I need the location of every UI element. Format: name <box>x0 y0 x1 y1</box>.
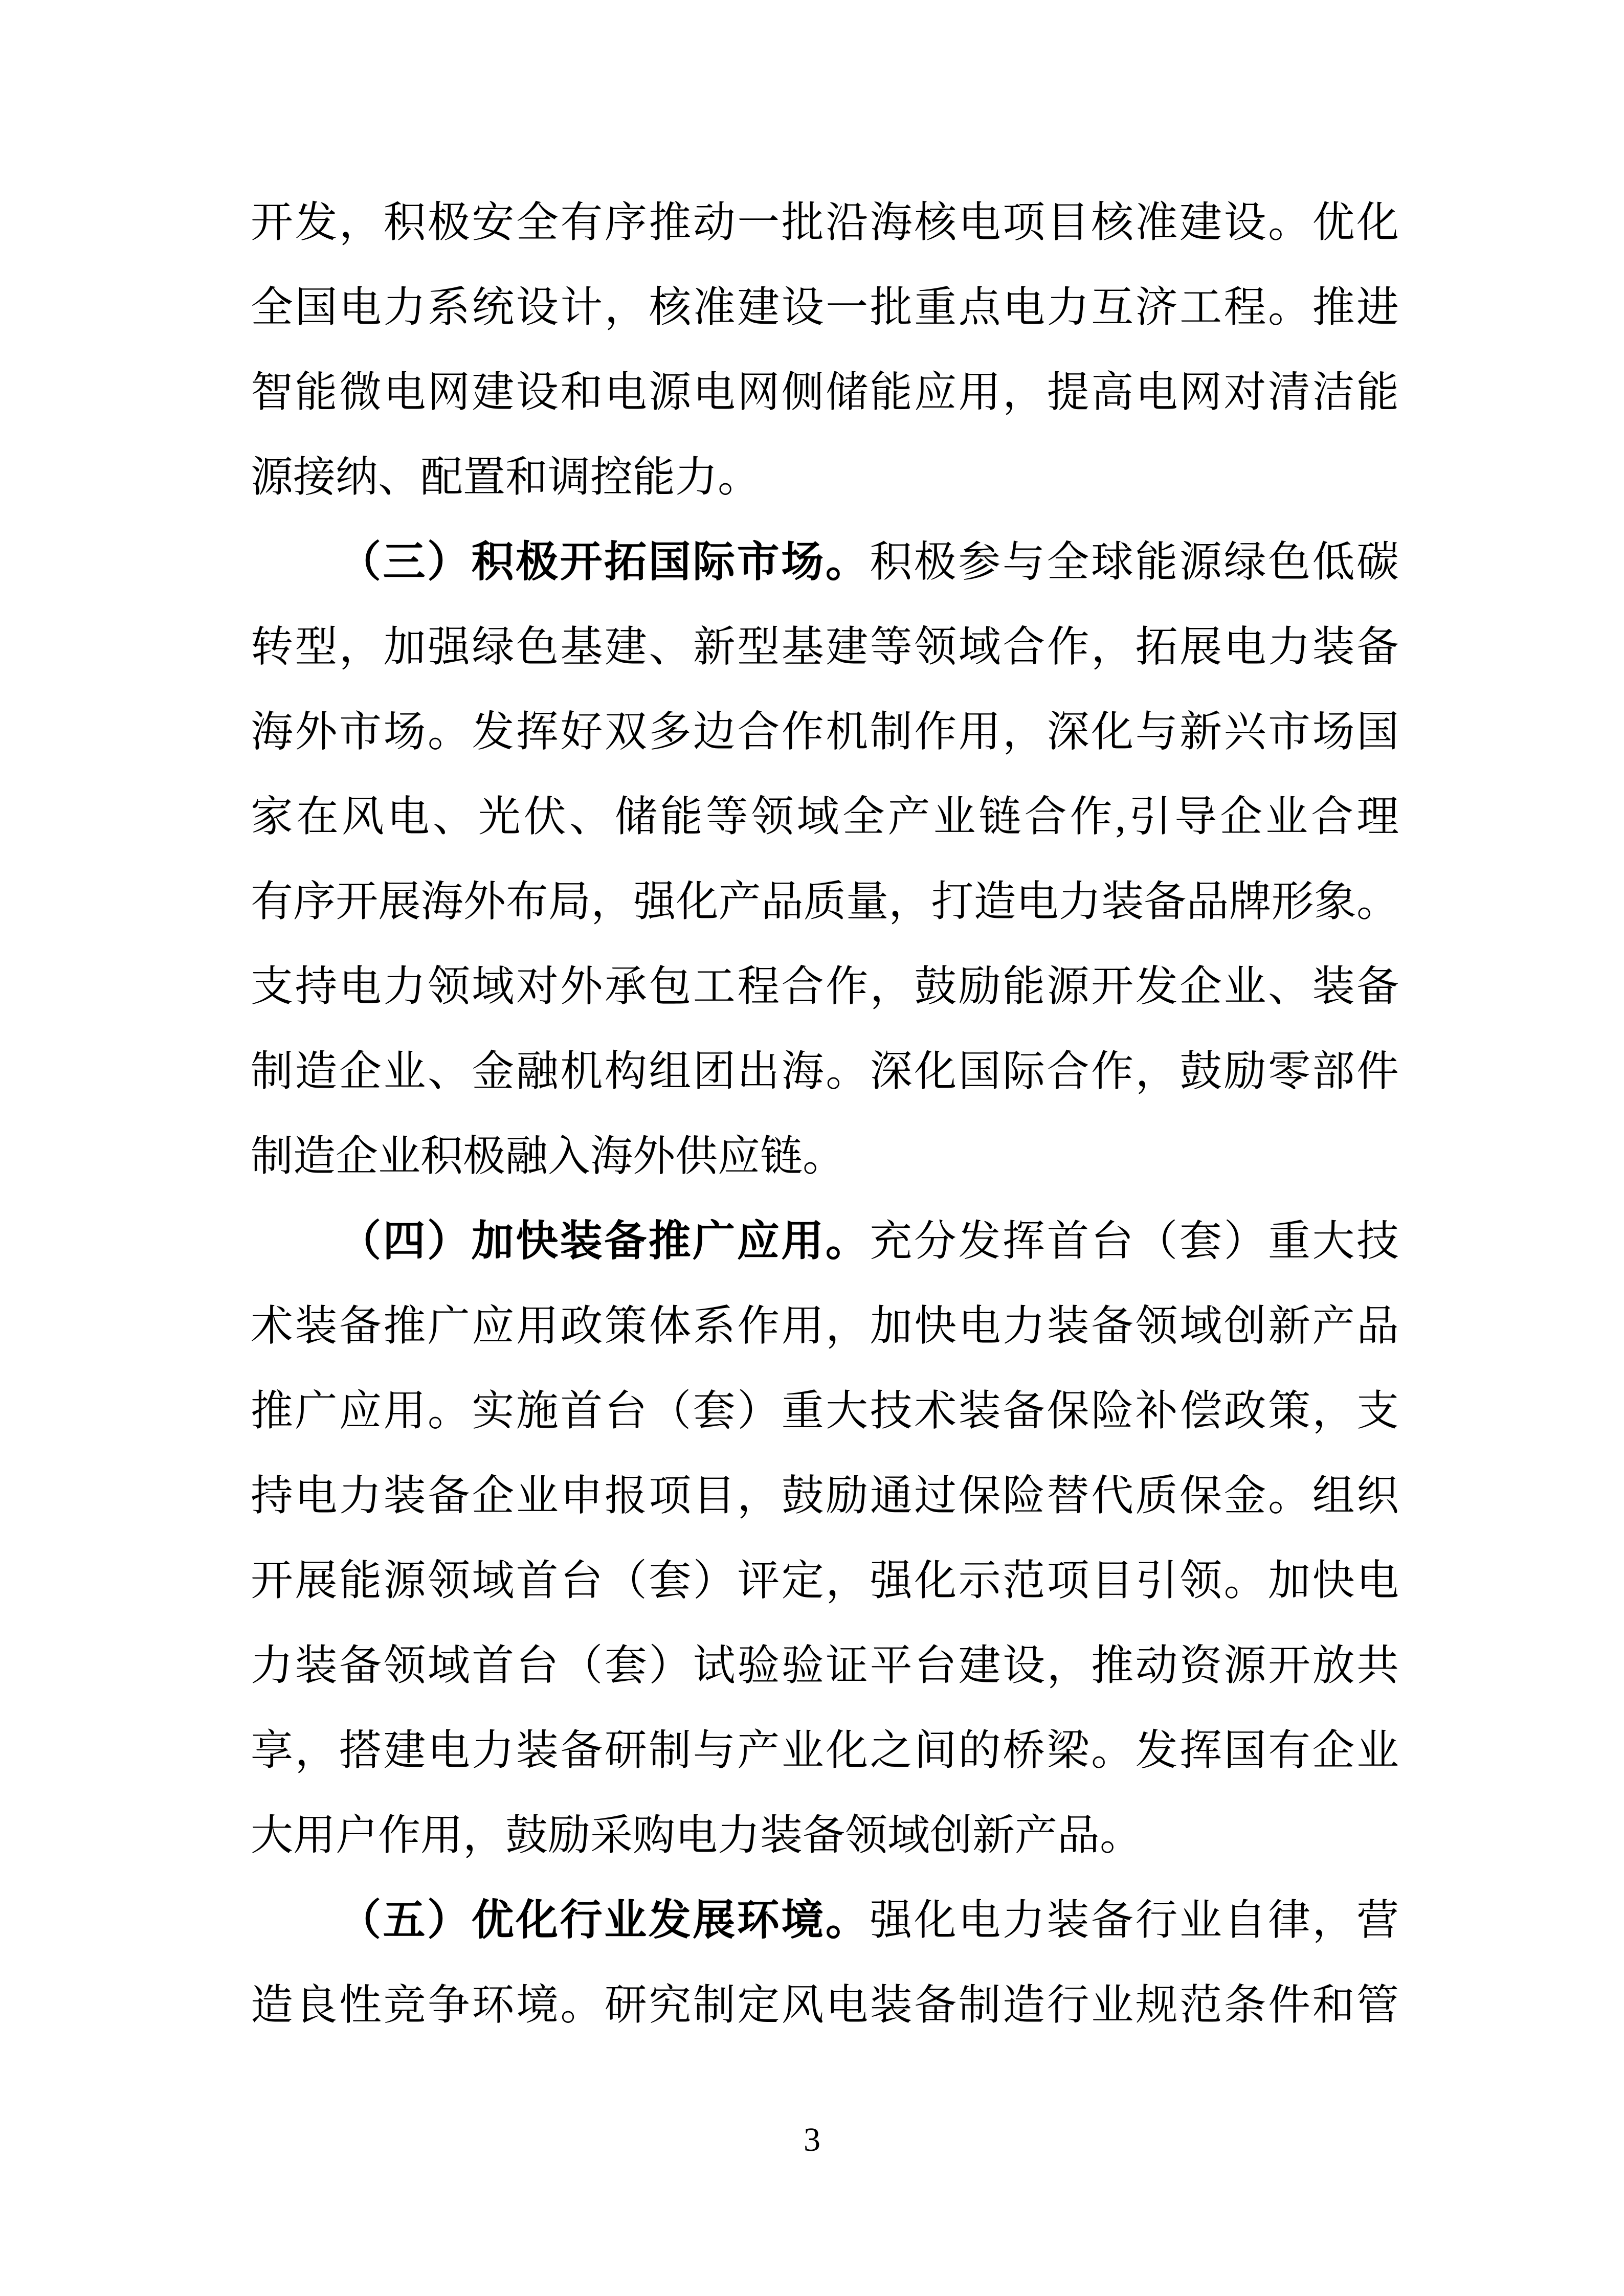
text-line <box>251 1623 1399 1708</box>
body-text: 大用户作用，鼓励采购电力装备领域创新产品。 <box>251 1812 1142 1859</box>
body-text: 积极参与全球能源绿色低碳 <box>870 538 1399 586</box>
page-number: 3 <box>804 2121 820 2158</box>
text-line <box>251 1963 1399 2047</box>
text-line <box>251 1538 1399 1623</box>
text-line <box>251 1878 1399 1963</box>
text-line <box>251 1284 1399 1368</box>
section-heading-text: （五）优化行业发展环境。 <box>339 1897 870 1944</box>
body-text: 智能微电网建设和电源电网侧储能应用，提高电网对清洁能 <box>251 369 1399 416</box>
body-text: 源接纳、配置和调控能力。 <box>251 454 760 501</box>
text-line <box>251 1793 1399 1878</box>
body-text: 享，搭建电力装备研制与产业化之间的桥梁。发挥国有企业 <box>251 1727 1399 1774</box>
body-text: 全国电力系统设计，核准建设一批重点电力互济工程。推进 <box>251 284 1399 331</box>
paragraph-section-3 <box>251 520 1399 1199</box>
paragraph-section-5 <box>251 1878 1399 2047</box>
text-line <box>251 944 1399 1029</box>
document-body <box>251 180 1399 2047</box>
section-heading-text: （四）加快装备推广应用。 <box>339 1218 870 1265</box>
body-text: 开展能源领域首台（套）评定，强化示范项目引领。加快电 <box>251 1557 1399 1604</box>
text-line <box>251 265 1399 350</box>
body-text: 转型，加强绿色基建、新型基建等领域合作，拓展电力装备 <box>251 623 1399 670</box>
paragraph-section-4 <box>251 1199 1399 1878</box>
body-text: 力装备领域首台（套）试验验证平台建设，推动资源开放共 <box>251 1642 1399 1689</box>
body-text: 制造企业积极融入海外供应链。 <box>251 1133 845 1180</box>
text-line <box>251 689 1399 774</box>
text-line <box>251 1114 1399 1199</box>
text-line <box>251 859 1399 944</box>
section-heading-text: （三）积极开拓国际市场。 <box>339 538 870 586</box>
text-line <box>251 350 1399 435</box>
paragraph-continuation <box>251 180 1399 520</box>
text-line <box>251 1029 1399 1114</box>
body-text: 家在风电、光伏、储能等领域全产业链合作,引导企业合理 <box>251 793 1399 840</box>
body-text: 推广应用。实施首台（套）重大技术装备保险补偿政策，支 <box>251 1387 1399 1434</box>
body-text: 充分发挥首台（套）重大技 <box>870 1218 1399 1265</box>
text-line <box>251 520 1399 604</box>
text-line <box>251 1708 1399 1793</box>
body-text: 开发，积极安全有序推动一批沿海核电项目核准建设。优化 <box>251 199 1399 246</box>
text-line <box>251 1199 1399 1284</box>
text-line <box>251 1368 1399 1453</box>
text-line <box>251 774 1399 859</box>
body-text: 有序开展海外布局，强化产品质量，打造电力装备品牌形象。 <box>251 878 1399 925</box>
body-text: 造良性竞争环境。研究制定风电装备制造行业规范条件和管 <box>251 1982 1399 2029</box>
body-text: 支持电力领域对外承包工程合作，鼓励能源开发企业、装备 <box>251 963 1399 1010</box>
body-text: 制造企业、金融机构组团出海。深化国际合作，鼓励零部件 <box>251 1048 1399 1095</box>
text-line <box>251 435 1399 520</box>
text-line <box>251 180 1399 265</box>
text-line <box>251 604 1399 689</box>
text-line <box>251 1453 1399 1538</box>
body-text: 强化电力装备行业自律，营 <box>870 1897 1399 1944</box>
body-text: 术装备推广应用政策体系作用，加快电力装备领域创新产品 <box>251 1302 1399 1349</box>
body-text: 持电力装备企业申报项目，鼓励通过保险替代质保金。组织 <box>251 1472 1399 1519</box>
body-text: 海外市场。发挥好双多边合作机制作用，深化与新兴市场国 <box>251 708 1399 755</box>
